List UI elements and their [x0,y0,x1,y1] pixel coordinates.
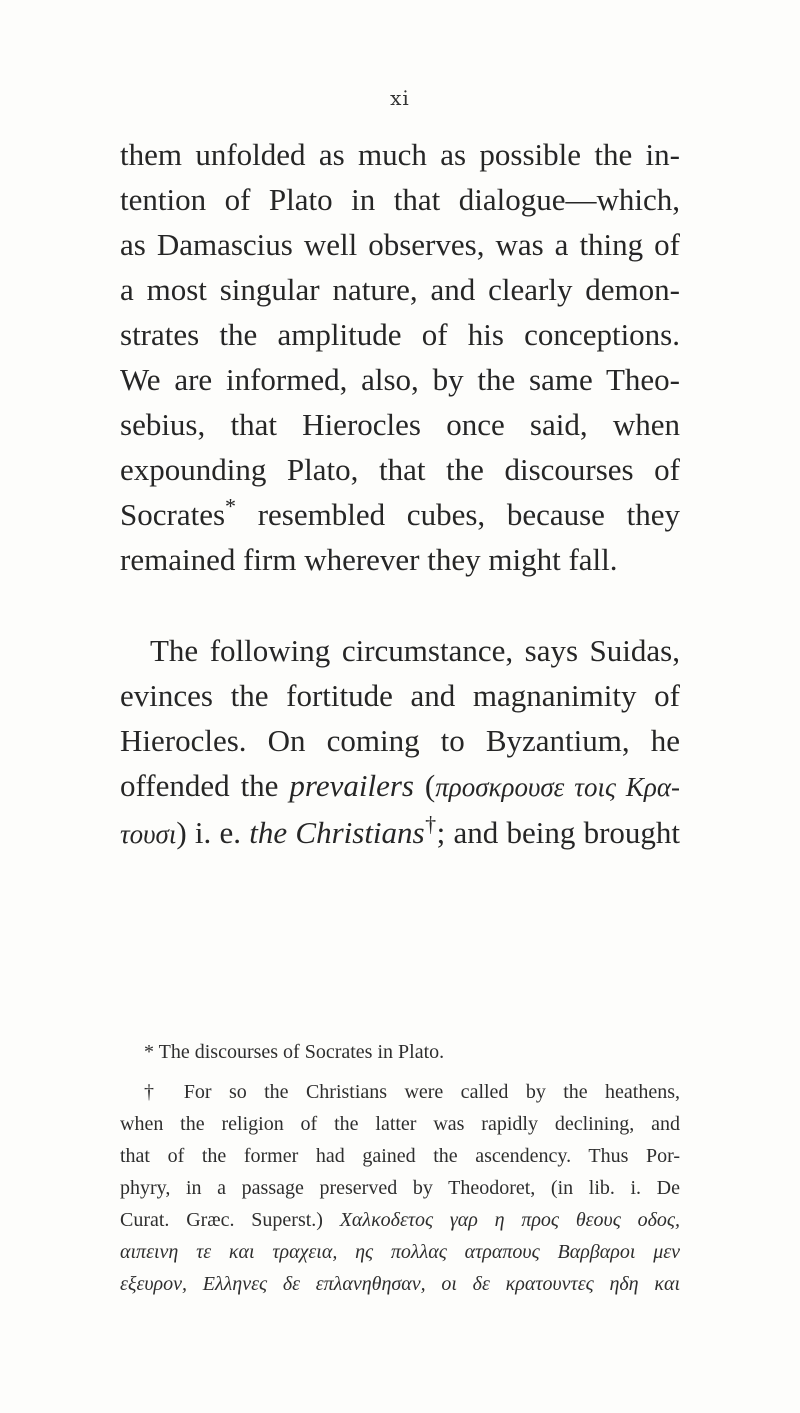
text-run: ; and being brought [436,815,681,850]
text-line: a most singular nature, and clearly demon- [120,272,680,307]
text-run: ) i. e. [176,815,250,850]
text-line: evinces the fortitude and magnanimity of [120,678,680,713]
footnote-line [120,1204,680,1236]
italic-run: prevailers [289,768,414,803]
footnote-line: εξευρον, Ελληνες δε επλανηθησαν, οι δε κρατουντες ηδη και [120,1273,680,1295]
footnote-line: phyry, in a passage preserved by Theodoret, (in lib. i. De [120,1177,680,1199]
text-run: Curat. Græc. Superst.) [120,1209,340,1231]
text-line [120,810,680,857]
italic-run: the Christians [249,815,425,850]
footnote-marker: † [424,811,437,837]
footnote-2 [120,1076,680,1108]
text-line: We are informed, also, by the same Theo- [120,362,680,397]
text-line: them unfolded as much as possible the in- [120,137,680,172]
footnote-line: when the religion of the latter was rapidly declining, and [120,1113,680,1135]
text-line: remained firm wherever they might fall. [120,542,618,577]
footnote-marker: * [225,493,237,519]
greek-run: τουσι [120,819,177,849]
footnote-text: For so the Christians were called by the heathens, [166,1081,680,1103]
text-run: Socrates [120,497,226,532]
text-line: as Damascius well observes, was a thing of [120,227,680,262]
text-line: expounding Plato, that the discourses of [120,452,680,487]
footnote-line: that of the former had gained the ascendency. Thus Por- [120,1145,680,1167]
greek-run: προσκρουσε τοις Κρα- [435,772,680,802]
footnote-1 [120,1036,680,1068]
text-run: offended the [120,768,290,803]
main-text [120,132,680,857]
page-number: xi [390,86,410,110]
text-line [120,492,680,537]
footnote-text: The discourses of Socrates in Plato. [154,1041,445,1063]
footnote-marker: † [144,1081,167,1103]
text-run: resembled cubes, because they [236,497,680,532]
text-run: ( [413,768,436,803]
greek-run: Χαλκοδετος γαρ η προς θεους οδος, [339,1209,680,1231]
text-line [120,763,680,810]
text-line: The following circumstance, says Suidas, [150,633,680,668]
text-line: sebius, that Hierocles once said, when [120,407,680,442]
text-line: tention of Plato in that dialogue—which, [120,182,680,217]
text-line: Hierocles. On coming to Byzantium, he [120,723,680,758]
footnotes [120,1036,680,1300]
footnote-line: αιπεινη τε και τραχεια, ης πολλας ατραπους Βαρβαροι μεν [120,1241,680,1263]
text-line: strates the amplitude of his conceptions. [120,317,680,352]
footnote-marker: * [144,1041,154,1063]
